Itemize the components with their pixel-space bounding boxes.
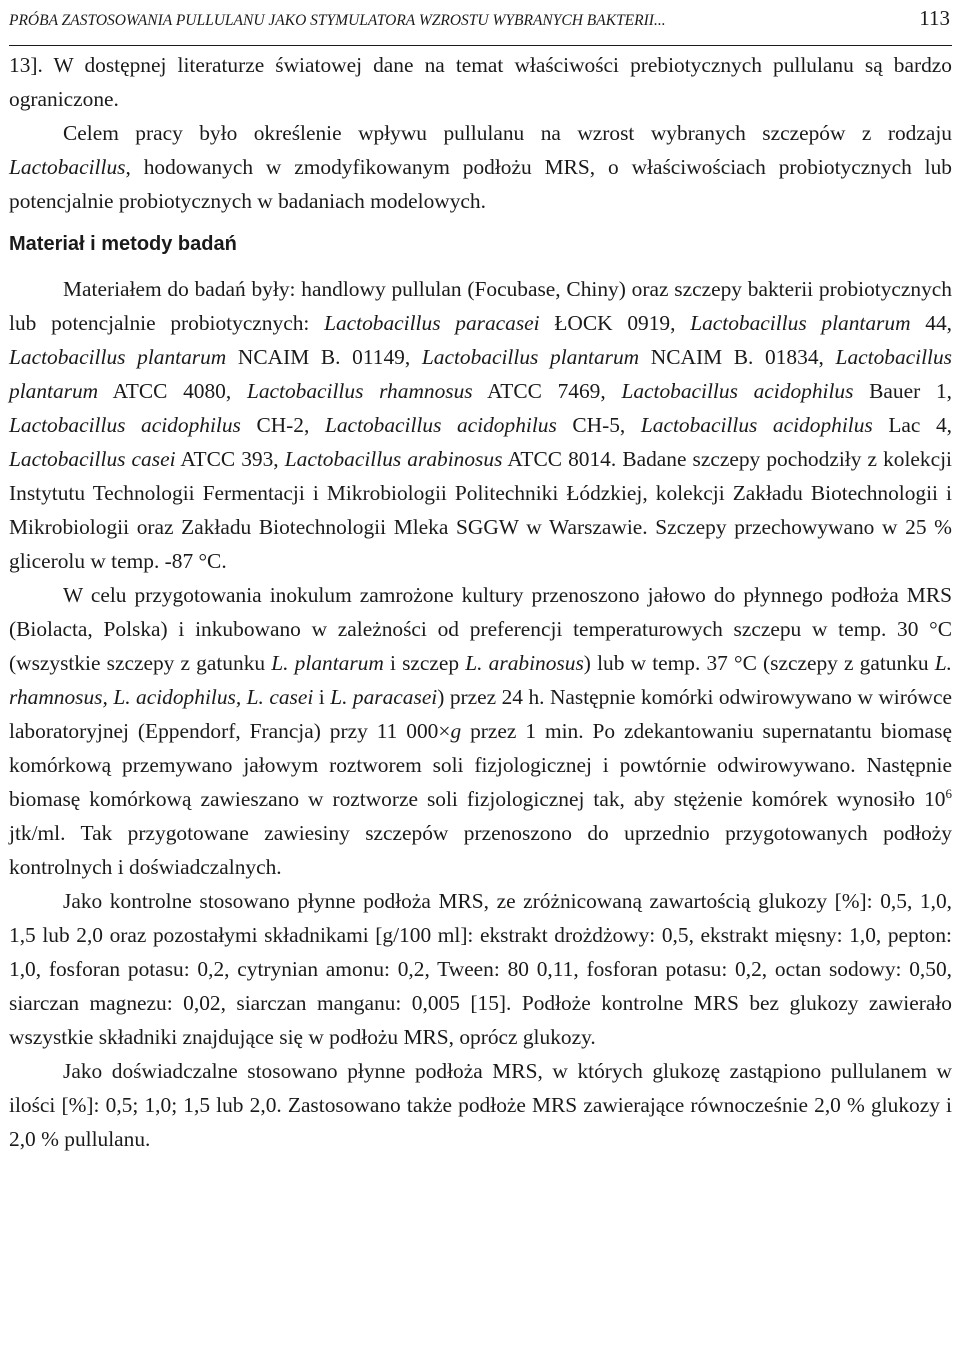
paragraph-materials: Materiałem do badań były: handlowy pullulan (Focubase, Chiny) oraz szczepy bakterii probiotycznych lub potencjalnie probiotycznych: Lactobacillus paracasei ŁOCK 0919, Lactobacillus plantarum 44, Lactobacillus plantarum NCAIM B. 01149, Lactobacillus plantarum NCAIM B. 01834, Lactobacillus plantarum ATCC 4080, Lactobacillus rhamnosus ATCC 7469, Lactobacillus acidophilus Bauer 1, Lactobacillus acidophilus CH-2, Lactobacillus acidophilus CH-5, Lactobacillus acidophilus Lac 4, Lactobacillus casei ATCC 393, Lactobacillus arabinosus ATCC 8014. Badane szczepy pochodziły z kolekcji Instytutu Technologii Fermentacji i Mikrobiologii Politechniki Łódzkiej, kolekcji Zakładu Biotechnologii i Mikrobiologii oraz Zakładu Biotechnologii Mleka SGGW w Warszawie. Szczepy przechowywano w 25 % glicerolu w temp. -87 °C. <box>9 277 953 573</box>
paragraph-control-media: Jako kontrolne stosowano płynne podłoża MRS, ze zróżnicowaną zawartością glukozy [%]: 0,5, 1,0, 1,5 lub 2,0 oraz pozostałymi składnikami [g/100 ml]: ekstrakt drożdżowy: 0,5, ekstrakt mięsny: 1,0, pepton: 1,0, fosforan potasu: 0,2, cytrynian amonu: 0,2, Tween: 80 0,11, fosforan potasu: 0,2, octan sodowy: 0,50, siarczan magnezu: 0,02, siarczan manganu: 0,005 [15]. Podłoże kontrolne MRS bez glukozy zawierało wszystkie składniki znajdujące się w podłożu MRS, oprócz glukozy. <box>9 889 952 1049</box>
paragraph-intro-end: 13]. W dostępnej literaturze światowej dane na temat właściwości prebiotycznych pullulanu są bardzo ograniczone. <box>9 53 952 111</box>
section-heading: Materiał i metody badań <box>9 233 237 255</box>
paragraph-aim: Celem pracy było określenie wpływu pullulanu na wzrost wybranych szczepów z rodzaju Lactobacillus, hodowanych w zmodyfikowanym podłożu MRS, o właściwościach probiotycznych lub potencjalnie probiotycznych w badaniach modelowych. <box>9 121 952 213</box>
paragraph-experimental-media: Jako doświadczalne stosowano płynne podłoża MRS, w których glukozę zastąpiono pullulanem w ilości [%]: 0,5; 1,0; 1,5 lub 2,0. Zastosowano także podłoże MRS zawierające równocześnie 2,0 % glukozy i 2,0 % pullulanu. <box>9 1059 952 1151</box>
paragraph-inoculum: W celu przygotowania inokulum zamrożone kultury przenoszono jałowo do płynnego podłoża MRS (Biolacta, Polska) i inkubowano w zależności od preferencji temperaturowych szczepu w temp. 30 °C (wszystkie szczepy z gatunku L. plantarum i szczep L. arabinosus) lub w temp. 37 °C (szczepy z gatunku L. rhamnosus, L. acidophilus, L. casei i L. paracasei) przez 24 h. Następnie komórki odwirowywano w wirówce laboratoryjnej (Eppendorf, Francja) przy 11 000×g przez 1 min. Po zdekantowaniu supernatantu biomasę komórkową przemywano jałowym roztworem soli fizjologicznej i powtórnie odwirowywano. Następnie biomasę komórkową zawieszano w roztworze soli fizjologicznej tak, aby stężenie komórek wynosiło $10^6$ jtk/ml. Tak przygotowane zawiesiny szczepów przenoszono do uprzednio przygotowanych podłoży kontrolnych i doświadczalnych. <box>9 583 953 879</box>
running-header <box>9 0 952 46</box>
exponent: 6 <box>945 785 952 801</box>
running-title: PRÓBA ZASTOSOWANIA PULLULANU JAKO STYMULATORA WZROSTU WYBRANYCH BAKTERII... <box>9 12 666 29</box>
genus-name: Lactobacillus <box>9 155 126 179</box>
page-number: 113 <box>919 6 950 30</box>
